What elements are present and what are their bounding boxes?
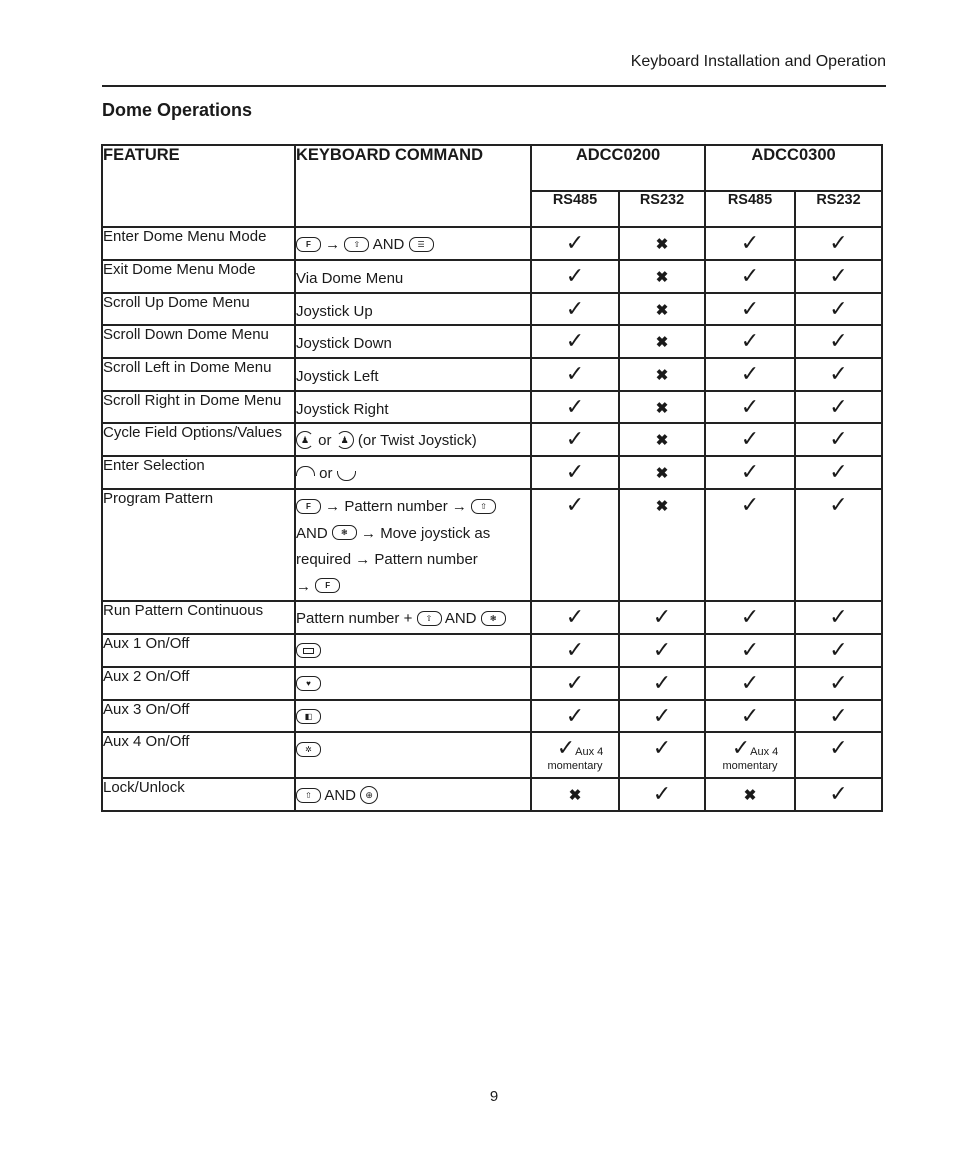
close-iris-icon (337, 471, 356, 481)
command-cell (295, 667, 531, 700)
table-row (102, 732, 882, 778)
mark-cell (705, 732, 795, 778)
feature-cell: Enter Selection (102, 456, 295, 489)
mark-cell (705, 423, 795, 456)
aux4-key-icon: ✲ (296, 742, 321, 757)
shift-key-icon: ⇧ (344, 237, 369, 252)
mark-cell (795, 325, 882, 358)
note-text: Aux 4 (575, 746, 604, 758)
cross-icon: ✖ (655, 432, 669, 449)
table-row (102, 293, 882, 325)
arrow-glyph: → (355, 551, 371, 568)
mark-cell (619, 700, 705, 733)
header-adcc0300: ADCC0300 (705, 145, 882, 191)
table-row (102, 358, 882, 391)
table-row (102, 634, 882, 667)
check-icon: ✓ (740, 459, 760, 484)
mark-cell (795, 778, 882, 811)
mark-cell (795, 293, 882, 325)
header-rs232-adcc0200: RS232 (619, 191, 705, 227)
mark-cell (705, 634, 795, 667)
mark-cell (619, 732, 705, 778)
feature-cell: Aux 1 On/Off (102, 634, 295, 667)
mark-cell (531, 778, 619, 811)
mark-cell (531, 667, 619, 700)
mark-cell (531, 293, 619, 325)
mark-cell (619, 778, 705, 811)
feature-cell: Scroll Down Dome Menu (102, 325, 295, 358)
command-cell (295, 456, 531, 489)
mark-cell (531, 456, 619, 489)
table-row (102, 423, 882, 456)
mark-cell (531, 227, 619, 260)
command-cell (295, 634, 531, 667)
mark-cell (795, 391, 882, 423)
or-word: or (318, 432, 332, 449)
check-icon: ✓ (740, 669, 760, 695)
mark-cell (531, 325, 619, 358)
shift-key-icon: ⇧ (296, 788, 321, 803)
mark-cell (705, 358, 795, 391)
check-icon: ✓ (565, 492, 585, 517)
check-icon: ✓ (829, 426, 848, 451)
command-text: Pattern number (374, 551, 478, 568)
mark-cell (705, 293, 795, 325)
check-icon: ✓ (565, 636, 585, 662)
mark-cell (531, 601, 619, 634)
feature-cell: Exit Dome Menu Mode (102, 260, 295, 293)
cross-icon: ✖ (655, 334, 669, 351)
cross-icon: ✖ (655, 367, 669, 384)
mark-cell (531, 732, 619, 778)
mark-cell (795, 489, 882, 601)
and-word: AND (296, 524, 328, 542)
feature-cell: Program Pattern (102, 489, 295, 601)
mark-cell (795, 423, 882, 456)
mark-cell (619, 391, 705, 423)
mark-cell (705, 456, 795, 489)
check-icon: ✓ (740, 263, 760, 288)
command-cell: Joystick Right (295, 391, 531, 423)
cross-icon: ✖ (743, 787, 757, 804)
cross-icon: ✖ (568, 787, 582, 804)
check-icon: ✓ (829, 604, 848, 629)
mark-cell (705, 700, 795, 733)
mark-cell (531, 358, 619, 391)
mark-cell (705, 227, 795, 260)
mark-cell (705, 391, 795, 423)
command-text: Move joystick as (380, 524, 491, 542)
open-iris-icon (296, 466, 315, 476)
and-word: AND (444, 610, 477, 627)
check-icon: ✓ (565, 328, 585, 353)
feature-cell: Enter Dome Menu Mode (102, 227, 295, 260)
header-rs232-adcc0300: RS232 (795, 191, 882, 227)
mark-cell (531, 700, 619, 733)
table-row (102, 260, 882, 293)
check-icon: ✓ (740, 426, 760, 451)
header-adcc0200: ADCC0200 (531, 145, 705, 191)
feature-cell: Lock/Unlock (102, 778, 295, 811)
arrow-glyph: → (325, 236, 341, 253)
header-rs485-adcc0300: RS485 (705, 191, 795, 227)
feature-cell: Run Pattern Continuous (102, 601, 295, 634)
header-keyboard-command: KEYBOARD COMMAND (295, 145, 531, 227)
note-text: Aux 4 (750, 746, 779, 758)
mark-cell (795, 227, 882, 260)
mark-cell (619, 634, 705, 667)
pattern-key-icon: ❃ (332, 525, 357, 540)
check-icon: ✓ (652, 702, 672, 728)
check-icon: ✓ (829, 781, 848, 806)
check-icon: ✓ (829, 492, 848, 517)
check-icon: ✓ (829, 394, 848, 419)
mark-cell (531, 634, 619, 667)
command-cell: Via Dome Menu (295, 260, 531, 293)
plus-word: + (403, 610, 413, 627)
mark-cell (795, 700, 882, 733)
check-icon: ✓ (652, 636, 672, 662)
lock-key-icon: ⊕ (360, 786, 378, 804)
check-icon: ✓ (740, 328, 760, 353)
check-icon: ✓ (740, 604, 760, 629)
check-icon: ✓ (565, 361, 585, 386)
command-text: (or Twist Joystick) (357, 432, 477, 449)
command-text: Pattern number (344, 498, 448, 515)
aux1-key-icon (296, 643, 321, 658)
cross-icon: ✖ (655, 465, 669, 482)
feature-cell: Cycle Field Options/Values (102, 423, 295, 456)
mark-cell (795, 667, 882, 700)
table-row (102, 778, 882, 811)
check-icon: ✓ (652, 604, 672, 629)
check-icon: ✓ (740, 394, 760, 419)
mark-cell (619, 667, 705, 700)
mark-cell (795, 358, 882, 391)
check-icon: ✓ (829, 636, 848, 662)
check-icon: ✓ (829, 459, 848, 484)
mark-cell (531, 423, 619, 456)
check-icon: ✓ (565, 296, 585, 321)
cross-icon: ✖ (655, 236, 669, 253)
mark-cell (705, 601, 795, 634)
check-icon: ✓ (740, 492, 760, 517)
shift-key-icon: ⇧ (471, 499, 496, 514)
note-text: momentary (547, 760, 603, 772)
cross-icon: ✖ (655, 498, 669, 515)
mark-cell (619, 260, 705, 293)
cross-icon: ✖ (655, 400, 669, 417)
arrow-glyph: → (361, 524, 377, 542)
check-icon: ✓ (652, 735, 672, 760)
f-key-icon: F (296, 499, 321, 514)
table-row (102, 456, 882, 489)
twist-right-key-icon: ♟ (336, 431, 354, 449)
check-icon: ✓ (829, 296, 848, 321)
check-icon: ✓ (565, 459, 585, 484)
command-text: Pattern number (296, 610, 400, 627)
check-icon: ✓ (829, 328, 848, 353)
check-icon: ✓ (565, 702, 585, 728)
twist-left-key-icon: ♟ (296, 431, 314, 449)
mark-cell (619, 489, 705, 601)
dome-operations-table (101, 144, 883, 812)
check-icon: ✓ (829, 361, 848, 386)
running-header: Keyboard Installation and Operation (630, 53, 886, 70)
mark-cell (619, 325, 705, 358)
check-icon: ✓ (740, 702, 760, 728)
command-cell (295, 489, 531, 601)
command-cell (295, 227, 531, 260)
mark-cell (705, 260, 795, 293)
command-cell (295, 732, 531, 778)
mark-cell (795, 260, 882, 293)
check-icon: ✓ (565, 394, 585, 419)
mark-cell (795, 456, 882, 489)
f-key-icon: F (296, 237, 321, 252)
check-icon: ✓ (565, 426, 585, 451)
check-icon: ✓ (740, 636, 760, 662)
table-row (102, 667, 882, 700)
check-icon: ✓ (652, 781, 672, 806)
command-text: required (296, 551, 352, 568)
mark-cell (619, 601, 705, 634)
feature-cell: Aux 3 On/Off (102, 700, 295, 733)
mark-cell (795, 732, 882, 778)
table-row (102, 700, 882, 733)
arrow-glyph: → (296, 577, 311, 595)
feature-cell: Scroll Right in Dome Menu (102, 391, 295, 423)
feature-cell: Scroll Up Dome Menu (102, 293, 295, 325)
mark-cell (619, 456, 705, 489)
mark-cell (531, 260, 619, 293)
check-icon: ✓ (829, 735, 848, 760)
header-feature: FEATURE (102, 145, 295, 227)
mark-cell (795, 601, 882, 634)
or-word: or (319, 465, 333, 482)
feature-cell: Aux 2 On/Off (102, 667, 295, 700)
check-icon: ✓ (740, 361, 760, 386)
command-cell (295, 601, 531, 634)
command-cell: Joystick Up (295, 293, 531, 325)
mark-cell (619, 423, 705, 456)
check-icon: ✓ (829, 702, 848, 728)
shift-key-icon: ⇧ (417, 611, 442, 626)
check-icon: ✓ (740, 296, 760, 321)
check-icon: ✓ (556, 735, 576, 760)
header-rule (102, 85, 886, 87)
feature-cell: Scroll Left in Dome Menu (102, 358, 295, 391)
command-cell (295, 423, 531, 456)
pattern-key-icon: ❃ (481, 611, 506, 626)
check-icon: ✓ (829, 263, 848, 288)
header-rs485-adcc0200: RS485 (531, 191, 619, 227)
aux2-key-icon: ♥ (296, 676, 321, 691)
check-icon: ✓ (740, 230, 760, 255)
mark-cell (705, 667, 795, 700)
cross-icon: ✖ (655, 302, 669, 319)
check-icon: ✓ (829, 669, 848, 695)
table-row (102, 325, 882, 358)
aux3-key-icon: ◧ (296, 709, 321, 724)
table-row (102, 601, 882, 634)
check-icon: ✓ (565, 230, 585, 255)
feature-cell: Aux 4 On/Off (102, 732, 295, 778)
mark-cell (531, 391, 619, 423)
check-icon: ✓ (731, 735, 751, 760)
check-icon: ✓ (829, 230, 848, 255)
check-icon: ✓ (565, 669, 585, 695)
command-cell (295, 700, 531, 733)
command-cell: Joystick Down (295, 325, 531, 358)
section-title: Dome Operations (102, 100, 253, 120)
check-icon: ✓ (565, 263, 585, 288)
check-icon: ✓ (565, 604, 585, 629)
check-icon: ✓ (652, 669, 672, 695)
arrow-glyph: → (325, 498, 341, 515)
command-cell (295, 778, 531, 811)
menu-key-icon: ☰ (409, 237, 434, 252)
mark-cell (619, 358, 705, 391)
cross-icon: ✖ (655, 269, 669, 286)
table-row (102, 489, 882, 601)
mark-cell (531, 489, 619, 601)
mark-cell (795, 634, 882, 667)
mark-cell (705, 778, 795, 811)
command-cell: Joystick Left (295, 358, 531, 391)
arrow-glyph: → (451, 498, 467, 515)
mark-cell (619, 293, 705, 325)
and-word: AND (324, 787, 357, 804)
page-number: 9 (489, 1088, 499, 1105)
mark-cell (705, 325, 795, 358)
f-key-icon: F (315, 578, 340, 593)
mark-cell (619, 227, 705, 260)
and-word: AND (372, 236, 405, 253)
table-row (102, 227, 882, 260)
mark-cell (705, 489, 795, 601)
note-text: momentary (722, 760, 778, 772)
table-row (102, 391, 882, 423)
